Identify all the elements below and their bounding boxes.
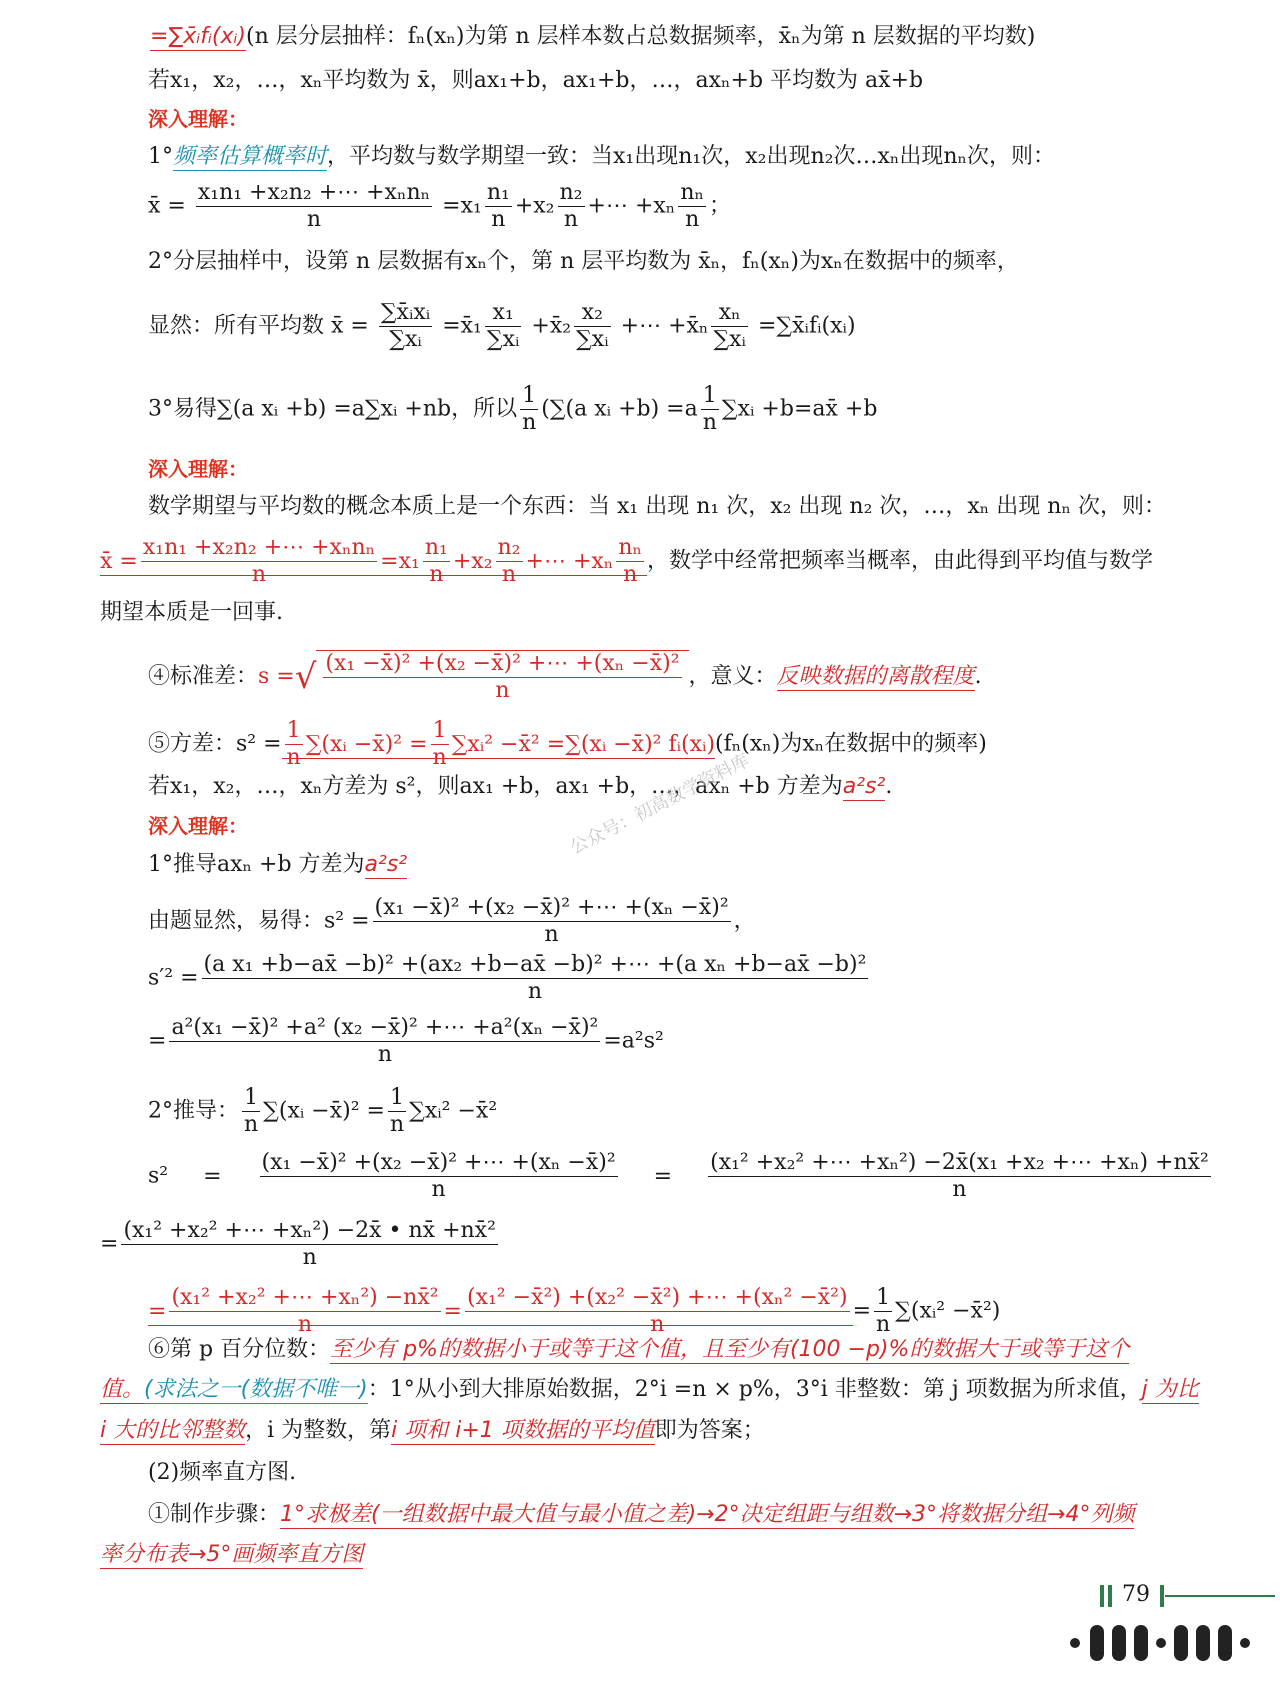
page-number-bar bbox=[1160, 1585, 1164, 1607]
line-conclusion: 期望本质是一回事. bbox=[100, 600, 283, 625]
line-percentile bbox=[148, 1335, 1129, 1365]
page-indicator[interactable] bbox=[1218, 1625, 1232, 1661]
formula-term: +⋯ +xₙ bbox=[587, 193, 676, 219]
handwritten-method-note: (求法之一(数据不唯一) bbox=[144, 1377, 368, 1402]
formula-lhs: = bbox=[148, 1028, 167, 1054]
page-indicator[interactable] bbox=[1112, 1625, 1126, 1661]
denominator: ∑xᵢ bbox=[713, 327, 746, 352]
numerator: (x₁² +x₂² +⋯ +xₙ²) −nx̄² bbox=[171, 1285, 439, 1310]
line-text: 1°推导axₙ +b 方差为 bbox=[148, 852, 365, 877]
formula-term: ∑(xᵢ −x̄)² = bbox=[305, 731, 428, 757]
formula-term: ∑xᵢ² −x̄² bbox=[409, 1098, 498, 1124]
formula-term: =x₁ bbox=[442, 193, 482, 219]
formula-term: ∑(xᵢ −x̄)² = bbox=[263, 1098, 385, 1124]
numerator: a²(x₁ −x̄)² +a² (x₂ −x̄)² +⋯ +a²(xₙ −x̄)² bbox=[171, 1015, 599, 1040]
line-expectation-mean: 数学期望与平均数的概念本质上是一个东西：当 x₁ 出现 n₁ 次，x₂ 出现 n₂ 次，…，xₙ 出现 nₙ 次，则： bbox=[148, 494, 1166, 519]
line-text: ，意义： bbox=[688, 664, 777, 689]
denominator: n bbox=[563, 207, 579, 232]
handwritten-answer: a²s² bbox=[842, 774, 886, 799]
numerator: (x₁ −x̄)² +(x₂ −x̄)² +⋯ +(xₙ −x̄)² bbox=[374, 895, 729, 920]
handwritten-note: i 大的比邻整数 bbox=[100, 1418, 246, 1443]
denominator: n bbox=[429, 562, 444, 587]
handwritten-note-frequency: 频率估算概率时 bbox=[173, 144, 328, 169]
denominator: n bbox=[685, 207, 700, 232]
numerator: x₁n₁ +x₂n₂ +⋯ +xₙnₙ bbox=[197, 180, 431, 205]
page-indicator[interactable] bbox=[1174, 1625, 1188, 1661]
numerator: (x₁ −x̄)² +(x₂ −x̄)² +⋯ +(xₙ −x̄)² bbox=[261, 1150, 616, 1175]
formula-term: ∑(xᵢ² −x̄²) bbox=[895, 1298, 1001, 1324]
numerator: nₙ bbox=[618, 535, 642, 560]
page-number-bar bbox=[1108, 1585, 1112, 1607]
fraction bbox=[242, 1085, 260, 1138]
stratified-sampling-note: (n 层分层抽样：fₙ(xₙ)为第 n 层样本数占总数据频率，x̄ₙ为第 n 层数据的平均数) bbox=[246, 24, 1036, 49]
formula-variance-def bbox=[148, 895, 756, 948]
handwritten-definition: 至少有 p%的数据小于或等于这个值，且至少有(100 −p)%的数据大于或等于这个 bbox=[330, 1337, 1130, 1362]
formula-stratified-mean bbox=[148, 300, 856, 353]
denominator: n bbox=[389, 1112, 405, 1137]
formula-lhs: 2°推导： bbox=[148, 1098, 239, 1124]
line-text: ，平均数与数学期望一致：当x₁出现n₁次，x₂出现n₂次…xₙ出现nₙ次，则： bbox=[327, 144, 1056, 169]
fraction bbox=[558, 180, 585, 233]
fraction bbox=[202, 952, 869, 1005]
formula-end: =a²s² bbox=[603, 1028, 664, 1054]
numerator: n₂ bbox=[559, 180, 583, 205]
item-label: ⑤方差：s² = bbox=[148, 731, 282, 757]
formula-term: =∑x̄ᵢfᵢ(xᵢ) bbox=[757, 313, 856, 339]
formula-lhs: x̄ = bbox=[100, 548, 138, 574]
page-number-bar bbox=[1100, 1585, 1104, 1607]
formula-lhs: 由题显然，易得：s² = bbox=[148, 908, 370, 934]
line-stratified-setup: 2°分层抽样中，设第 n 层数据有xₙ个，第 n 层平均数为 x̄ₙ，fₙ(xₙ)为xₙ在数据中的频率， bbox=[148, 249, 1019, 274]
denominator: n bbox=[650, 1312, 665, 1337]
formula-term: +x̄₂ bbox=[531, 313, 572, 339]
fraction bbox=[874, 1285, 892, 1338]
page-indicator[interactable] bbox=[1134, 1625, 1148, 1661]
numerator: (x₁² −x̄²) +(x₂² −x̄²) +⋯ +(xₙ² −x̄²) bbox=[466, 1285, 848, 1310]
formula-lhs: x̄ = bbox=[148, 193, 186, 219]
line-linear-mean: 若x₁，x₂，…，xₙ平均数为 x̄，则ax₁+b，ax₁+b，…，axₙ+b 平均数为 ax̄+b bbox=[148, 68, 924, 93]
page-number-line bbox=[1165, 1595, 1275, 1597]
fraction bbox=[485, 300, 522, 353]
red-formula bbox=[258, 651, 689, 703]
numerator: x₁ bbox=[485, 300, 522, 327]
line-histogram-title: (2)频率直方图. bbox=[148, 1460, 297, 1485]
fraction bbox=[711, 300, 748, 353]
numerator: n₂ bbox=[497, 535, 521, 560]
item-label: ④标准差： bbox=[148, 664, 259, 689]
formula-lhs: 显然：所有平均数 x̄ = bbox=[148, 313, 369, 339]
heading-deep-understanding-1: 深入理解： bbox=[148, 107, 248, 131]
formula-lhs: s′² = bbox=[148, 965, 199, 991]
denominator: n bbox=[702, 410, 717, 435]
watermark: 公众号：初高数学资料库 bbox=[566, 750, 753, 859]
formula-transformed-variance bbox=[148, 952, 871, 1005]
equals: = bbox=[443, 1298, 462, 1324]
formula-expand bbox=[148, 1150, 1214, 1203]
denominator: ∑xᵢ bbox=[486, 327, 520, 352]
formula-variance-result bbox=[148, 1015, 664, 1068]
formula-term: +x₂ bbox=[514, 193, 555, 219]
formula-linear-sum bbox=[148, 383, 877, 436]
formula-lhs: s² bbox=[148, 1163, 169, 1189]
fraction bbox=[423, 535, 450, 588]
denominator: n bbox=[527, 979, 543, 1004]
formula-expectation-red bbox=[100, 535, 1153, 588]
denominator: n bbox=[244, 1112, 259, 1137]
denominator: n bbox=[432, 745, 447, 770]
formula-variance bbox=[148, 718, 987, 771]
page-dot[interactable] bbox=[1240, 1638, 1250, 1648]
fraction bbox=[323, 651, 681, 704]
line-text: ，数学中经常把频率当概率，由此得到平均值与数学 bbox=[647, 548, 1154, 574]
numerator: 1 bbox=[520, 383, 538, 410]
denominator: n bbox=[306, 207, 322, 232]
formula-term: =x̄₁ bbox=[442, 313, 482, 339]
formula-term: =x₁ bbox=[380, 548, 420, 574]
item-label: ①制作步骤： bbox=[148, 1502, 281, 1527]
formula-standard-deviation bbox=[148, 650, 982, 704]
fraction bbox=[701, 383, 719, 436]
formula-part: ∑xᵢ +b=ax̄ +b bbox=[721, 396, 878, 422]
numerator: 1 bbox=[242, 1085, 260, 1112]
formula-term: +⋯ +xₙ bbox=[525, 548, 614, 574]
denominator: n bbox=[495, 678, 510, 703]
denominator: n bbox=[297, 1312, 313, 1337]
denominator: n bbox=[251, 562, 267, 587]
formula-mean-expectation bbox=[148, 180, 731, 233]
denominator: ∑xᵢ bbox=[389, 327, 422, 352]
formula-part: (∑(a xᵢ +b) =a bbox=[541, 396, 698, 422]
page-dot[interactable] bbox=[1070, 1638, 1080, 1648]
denominator: n bbox=[623, 562, 638, 587]
numerator: ∑x̄ᵢxᵢ bbox=[380, 300, 431, 325]
page-indicator[interactable] bbox=[1090, 1625, 1104, 1661]
stratified-mean-formula: =∑x̄ᵢfᵢ(xᵢ) bbox=[150, 24, 247, 49]
formula-end: ， bbox=[733, 908, 756, 934]
fraction bbox=[431, 718, 449, 771]
line-histogram-steps bbox=[148, 1500, 1134, 1530]
line-stratified-mean bbox=[150, 22, 1035, 52]
fraction bbox=[169, 1015, 600, 1068]
fraction bbox=[520, 383, 538, 436]
line-text: (fₙ(xₙ)为xₙ在数据中的频率) bbox=[715, 731, 987, 757]
line-percentile-integer bbox=[100, 1416, 765, 1446]
denominator: n bbox=[952, 1177, 967, 1202]
denominator: n bbox=[501, 562, 517, 587]
handwritten-meaning: 反映数据的离散程度 bbox=[776, 664, 975, 689]
handwritten-definition: 值。 bbox=[100, 1377, 145, 1402]
item-marker: 1° bbox=[148, 144, 173, 169]
page-number: 79 bbox=[1122, 1582, 1150, 1607]
equals: = bbox=[100, 1231, 119, 1257]
numerator: 1 bbox=[431, 718, 449, 745]
denominator: n bbox=[302, 1245, 317, 1270]
equals: = bbox=[653, 1163, 673, 1189]
fraction bbox=[169, 1285, 440, 1338]
sqrt-body bbox=[316, 650, 688, 704]
fraction bbox=[379, 300, 432, 353]
fraction bbox=[496, 535, 523, 588]
formula-lhs: s = bbox=[258, 664, 295, 689]
fraction bbox=[373, 895, 731, 948]
fraction bbox=[285, 718, 303, 771]
red-underlined-formula bbox=[100, 535, 647, 587]
red-formula bbox=[282, 718, 716, 770]
formula-part: 3°易得∑(a xᵢ +b) =a∑xᵢ +nb，所以 bbox=[148, 396, 518, 422]
numerator: n₁ bbox=[424, 535, 448, 560]
numerator: (x₁² +x₂² +⋯ +xₙ²) −2x̄(x₁ +x₂ +⋯ +xₙ) +nx̄² bbox=[710, 1150, 1209, 1175]
numerator: x₂ bbox=[574, 300, 611, 327]
denominator: n bbox=[491, 207, 506, 232]
denominator: n bbox=[286, 745, 301, 770]
formula-simplify-2 bbox=[148, 1285, 1000, 1338]
equals: = bbox=[852, 1298, 871, 1324]
line-text: ：1°从小到大排原始数据，2°i =n × p%，3°i 非整数：第 j 项数据为所求值， bbox=[367, 1377, 1142, 1402]
fraction bbox=[196, 180, 432, 233]
handwritten-steps: 1°求极差(一组数据中最大值与最小值之差)→2°决定组距与组数→3°将数据分组→4°列频 bbox=[280, 1502, 1135, 1527]
numerator: nₙ bbox=[680, 180, 704, 205]
numerator: 1 bbox=[701, 383, 719, 410]
numerator: (x₁² +x₂² +⋯ +xₙ²) −2x̄ • nx̄ +nx̄² bbox=[123, 1218, 496, 1243]
item-label: ⑥第 p 百分位数： bbox=[148, 1337, 331, 1362]
handwritten-note: i 项和 i+1 项数据的平均值 bbox=[391, 1418, 655, 1443]
line-percentile-method bbox=[100, 1375, 1199, 1405]
fraction bbox=[465, 1285, 850, 1338]
line-linear-variance bbox=[148, 772, 892, 802]
denominator: ∑xᵢ bbox=[576, 327, 609, 352]
fraction bbox=[678, 180, 706, 233]
fraction bbox=[121, 1218, 497, 1271]
handwritten-steps: 率分布表→5°画频率直方图 bbox=[100, 1542, 364, 1567]
numerator: 1 bbox=[285, 718, 303, 745]
formula-term: ∑xᵢ² −x̄² =∑(xᵢ −x̄)² fᵢ(xᵢ) bbox=[451, 731, 716, 757]
numerator: (a x₁ +b−ax̄ −b)² +(ax₂ +b−ax̄ −b)² +⋯ +(a xₙ +b−ax̄ −b)² bbox=[203, 952, 867, 977]
sqrt-sign: √ bbox=[294, 657, 317, 697]
line-text: ，i 为整数，第 bbox=[245, 1418, 392, 1443]
denominator: n bbox=[544, 922, 559, 947]
page-indicator[interactable] bbox=[1196, 1625, 1210, 1661]
numerator: n₁ bbox=[486, 180, 510, 205]
fraction bbox=[485, 180, 512, 233]
red-formula bbox=[148, 1285, 853, 1337]
fraction bbox=[260, 1150, 618, 1203]
formula-term: +x₂ bbox=[452, 548, 493, 574]
formula-derive-2 bbox=[148, 1085, 497, 1138]
line-frequency-probability bbox=[148, 142, 1055, 172]
fraction bbox=[616, 535, 644, 588]
denominator: n bbox=[377, 1042, 392, 1067]
line-text: 即为答案； bbox=[654, 1418, 765, 1443]
numerator: 1 bbox=[874, 1285, 892, 1312]
line-histogram-steps-cont bbox=[100, 1540, 363, 1570]
heading-deep-understanding-3: 深入理解： bbox=[148, 814, 248, 838]
denominator: n bbox=[522, 410, 537, 435]
line-text: . bbox=[885, 774, 893, 799]
fraction bbox=[574, 300, 611, 353]
formula-end: ； bbox=[709, 193, 732, 219]
numerator: (x₁ −x̄)² +(x₂ −x̄)² +⋯ +(xₙ −x̄)² bbox=[325, 651, 680, 676]
numerator: xₙ bbox=[711, 300, 748, 327]
page-dot[interactable] bbox=[1156, 1638, 1166, 1648]
fraction bbox=[388, 1085, 406, 1138]
handwritten-note: j 为比 bbox=[1141, 1377, 1199, 1402]
line-text: 若x₁，x₂，…，xₙ方差为 s²，则ax₁ +b，ax₁ +b，…，axₙ +b 方差为 bbox=[148, 774, 843, 799]
formula-term: +⋯ +x̄ₙ bbox=[620, 313, 709, 339]
handwritten-answer: a²s² bbox=[364, 852, 408, 877]
numerator: 1 bbox=[388, 1085, 406, 1112]
formula-simplify-1 bbox=[100, 1218, 501, 1271]
equals: = bbox=[203, 1163, 222, 1189]
line-derive-variance bbox=[148, 850, 407, 880]
numerator: x₁n₁ +x₂n₂ +⋯ +xₙnₙ bbox=[142, 535, 376, 560]
fraction bbox=[708, 1150, 1211, 1203]
equals: = bbox=[148, 1298, 167, 1324]
denominator: n bbox=[431, 1177, 446, 1202]
heading-deep-understanding-2: 深入理解： bbox=[148, 457, 248, 481]
line-text: . bbox=[974, 664, 982, 689]
fraction bbox=[141, 535, 377, 588]
denominator: n bbox=[876, 1312, 891, 1337]
